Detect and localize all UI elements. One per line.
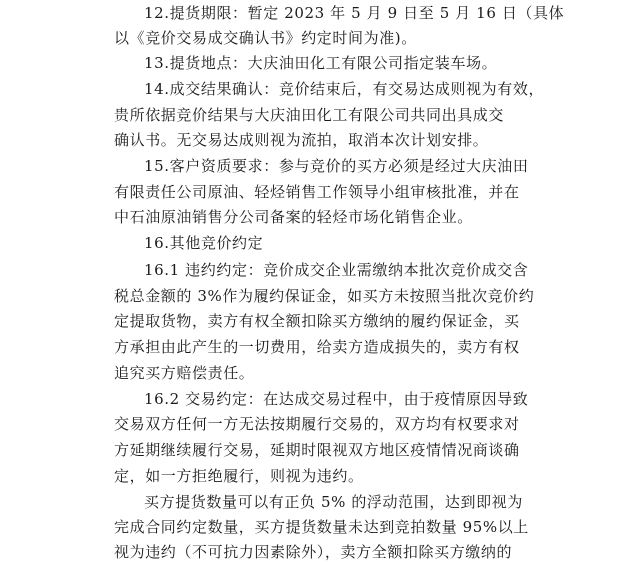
- line-breach-agreement-cont2: 定提取货物，卖方有权全额扣除买方缴纳的履约保证金，买: [114, 312, 520, 330]
- line-result-confirmation: 14.成交结果确认：竞价结束后，有交易达成则视为有效，: [144, 80, 545, 98]
- line-customer-qualification-cont2: 中石油原油销售分公司备案的轻烃市场化销售企业。: [114, 208, 473, 226]
- line-result-confirmation-cont2: 确认书。无交易达成则视为流拍，取消本次计划安排。: [114, 131, 489, 149]
- line-trade-agreement: 16.2 交易约定：在达成交易过程中，由于疫情原因导致: [144, 390, 529, 408]
- line-breach-agreement-cont3: 方承担由此产生的一切费用，给卖方造成损失的，卖方有权: [114, 338, 520, 356]
- line-trade-agreement-cont3: 定，如一方拒绝履行，则视为违约。: [114, 467, 364, 485]
- line-quantity-tolerance-cont1: 完成合同约定数量，买方提货数量未达到竞拍数量 95%以上: [114, 518, 529, 536]
- line-pickup-location: 13.提货地点：大庆油田化工有限公司指定装车场。: [144, 54, 498, 72]
- line-breach-agreement-cont4: 追究买方赔偿责任。: [114, 364, 255, 382]
- line-pickup-period: 12.提货期限：暂定 2023 年 5 月 9 日至 5 月 16 日（具体: [144, 4, 565, 22]
- line-quantity-tolerance: 买方提货数量可以有正负 5% 的浮动范围，达到即视为: [144, 493, 523, 511]
- line-pickup-period-cont: 以《竞价交易成交确认书》约定时间为准)。: [114, 29, 417, 47]
- line-result-confirmation-cont1: 贵所依据竞价结果与大庆油田化工有限公司共同出具成交: [114, 106, 505, 124]
- line-customer-qualification-cont1: 有限责任公司原油、轻烃销售工作领导小组审核批准，并在: [114, 183, 520, 201]
- line-breach-agreement-cont1: 税总金额的 3%作为履约保证金，如买方未按照当批次竞价约: [114, 287, 535, 305]
- line-breach-agreement: 16.1 违约约定：竞价成交企业需缴纳本批次竞价成交含: [144, 261, 529, 279]
- line-trade-agreement-cont1: 交易双方任何一方无法按期履行交易的，双方均有权要求对: [114, 415, 520, 433]
- line-trade-agreement-cont2: 方延期继续履行交易，延期时限视双方地区疫情情况商谈确: [114, 441, 520, 459]
- line-quantity-tolerance-cont2: 视为违约（不可抗力因素除外），卖方全额扣除买方缴纳的: [114, 543, 513, 561]
- line-customer-qualification: 15.客户资质要求：参与竞价的买方必须是经过大庆油田: [144, 157, 529, 175]
- line-other-agreements-heading: 16.其他竞价约定: [144, 234, 264, 252]
